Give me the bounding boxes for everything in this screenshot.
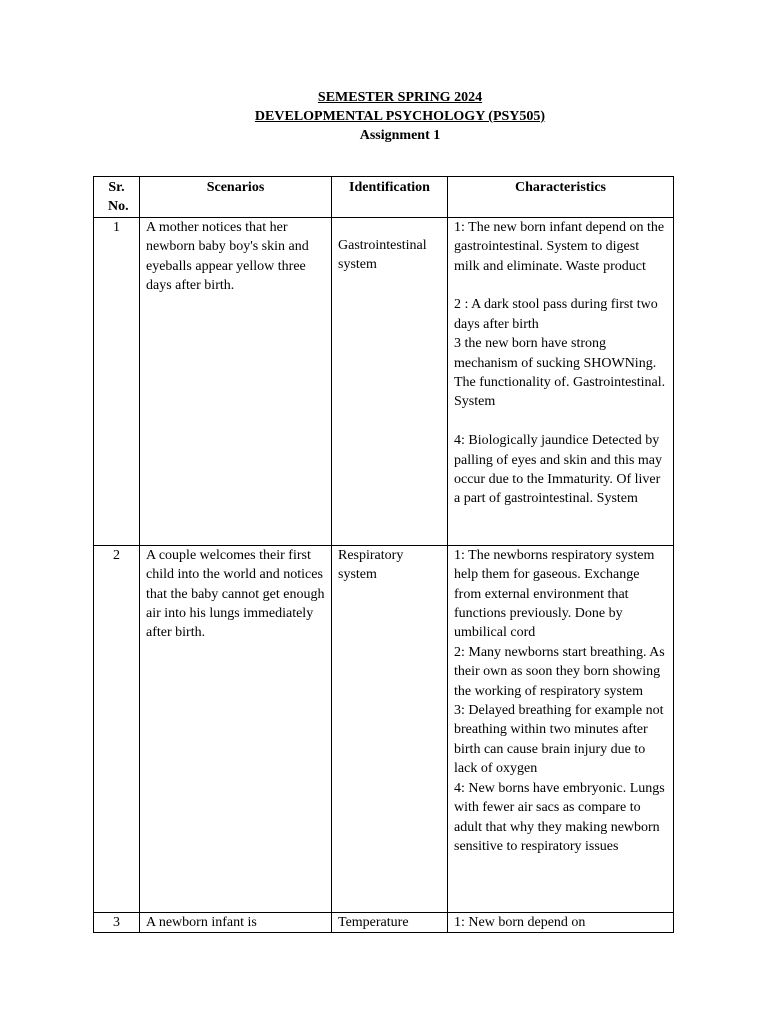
table-row xyxy=(94,217,674,545)
characteristic-paragraph: 1: The newborns respiratory system help them for gaseous. Exchange from external environment that functions previously. Done by umbilical cord 2: Many newborns start breathing. As their own as soon they born showing the working of respiratory system 3: Delayed breathing for example not breathing within two minutes after birth can cause brain injury due to lack of oxygen 4: New borns have embryonic. Lungs with fewer air sacs as compare to adult that why they making newborn sensitive to respiratory issues xyxy=(454,547,665,854)
row-characteristics xyxy=(448,545,674,912)
row-sr-number: 3 xyxy=(94,912,140,932)
paragraph-gap xyxy=(454,412,667,431)
row-scenario: A couple welcomes their first child into the world and notices that the baby cannot get enough air into his lungs immediately after birth. xyxy=(140,545,332,912)
row-identification: Gastrointestinal system xyxy=(332,217,448,545)
row-characteristics xyxy=(448,912,674,932)
assignment-title: Assignment 1 xyxy=(359,128,441,143)
assignment-table xyxy=(93,176,674,933)
row-identification: Respiratory system xyxy=(332,545,448,912)
table-row xyxy=(94,912,674,932)
row-scenario: A newborn infant is xyxy=(140,912,332,932)
column-header-scenarios: Scenarios xyxy=(140,177,332,218)
column-header-sr-no: Sr. No. xyxy=(94,177,140,218)
column-header-characteristics: Characteristics xyxy=(448,177,674,218)
characteristic-paragraph: 1: New born depend on xyxy=(454,914,586,930)
row-sr-number: 1 xyxy=(94,217,140,545)
characteristic-paragraph: 1: The new born infant depend on the gastrointestinal. System to digest milk and eliminate. Waste product xyxy=(454,219,665,274)
characteristic-paragraph: 4: Biologically jaundice Detected by palling of eyes and skin and this may occur due to the Immaturity. Of liver a part of gastrointestinal. System xyxy=(454,433,663,507)
row-identification: Temperature xyxy=(332,912,448,932)
table-row xyxy=(94,545,674,912)
course-title: DEVELOPMENTAL PSYCHOLOGY (PSY505) xyxy=(254,109,546,124)
characteristic-paragraph: 2 : A dark stool pass during first two days after birth 3 the new born have strong mechanism of sucking SHOWNing. The functionality of. Gastrointestinal. System xyxy=(454,297,666,410)
paragraph-gap xyxy=(454,276,667,295)
document-header xyxy=(0,88,768,145)
row-characteristics xyxy=(448,217,674,545)
row-sr-number: 2 xyxy=(94,545,140,912)
table-header-row xyxy=(94,177,674,218)
column-header-identification: Identification xyxy=(332,177,448,218)
row-scenario: A mother notices that her newborn baby boy's skin and eyeballs appear yellow three days after birth. xyxy=(140,217,332,545)
semester-title: SEMESTER SPRING 2024 xyxy=(317,90,483,105)
